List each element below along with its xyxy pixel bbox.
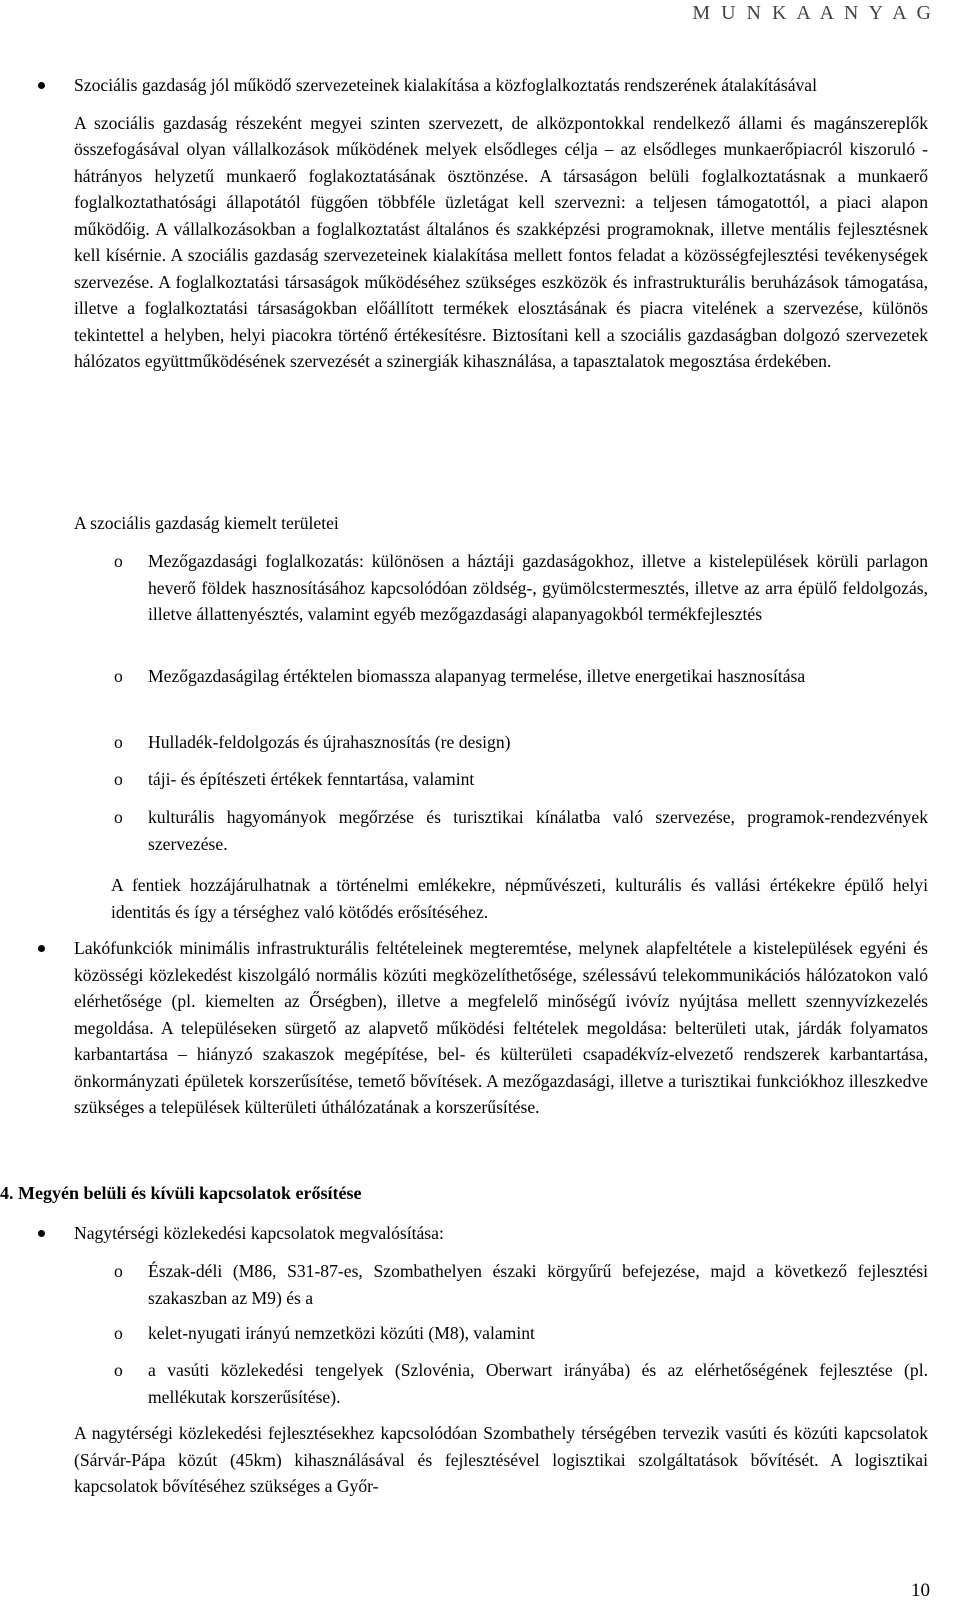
key-areas-closing: A fentiek hozzájárulhatnak a történelmi emlékekre, népművészeti, kulturális és vallási értékekre épülő helyi identitás és így a térséghez való kötődés erősítéséhez. xyxy=(111,875,928,922)
list-item xyxy=(114,663,928,690)
list-item xyxy=(114,1258,928,1311)
bullet-icon xyxy=(38,1230,45,1237)
list-item xyxy=(114,1357,928,1410)
circle-bullet-icon: o xyxy=(114,1261,123,1281)
section-paragraph: A nagytérségi közlekedési fejlesztésekhez kapcsolódóan Szombathely térségében tervezik vasúti és közúti kapcsolatok (Sárvár-Pápa közút (45km) kihasználásával és fejlesztésével logisztikai szolgáltatások bővítését. A logisztikai kapcsolatok bővítéséhez szükséges a Győr- xyxy=(74,1423,928,1496)
circle-bullet-icon: o xyxy=(114,1323,123,1343)
bullet-icon xyxy=(38,945,45,952)
circle-bullet-icon: o xyxy=(114,732,123,752)
key-areas-title: A szociális gazdaság kiemelt területei xyxy=(74,513,339,533)
bullet-title: Nagytérségi közlekedési kapcsolatok megvalósítása: xyxy=(74,1223,444,1243)
list-item xyxy=(114,729,928,756)
list-item-text: Mezőgazdaságilag értéktelen biomassza alapanyag termelése, illetve energetikai hasznosítása xyxy=(148,666,806,686)
list-item xyxy=(114,1320,928,1347)
list-item xyxy=(114,548,928,628)
bullet-icon xyxy=(38,82,45,89)
bullet-transport-links xyxy=(38,1220,928,1247)
bullet-paragraph: Lakófunkciók minimális infrastrukturális feltételeinek megteremtése, melynek alapfeltétele a kistelepülések egyéni és közösségi közlekedést kiszolgáló normális közúti megközelíthetősége, szélessávú telekommunikációs hálózatokon való elérhetősége (pl. kiemelten az Őrségben), illetve a megfelelő minőségű ivóvíz nyújtása mellett szennyvízkezelés megoldása. A településeken sürgető az alapvető működési feltételek megoldása: belterületi utak, járdák folyamatos karbantartása – hiányzó szakaszok megépítése, bel- és külterületi csapadékvíz-elvezető rendszerek karbantartása, önkormányzati épületek korszerűsítése, temető bővítések. A mezőgazdasági, illetve a turisztikai funkciókhoz illeszkedve szükséges a települések külterületi úthálózatának a korszerűsítése. xyxy=(74,938,928,1117)
page-number: 10 xyxy=(911,1580,930,1601)
circle-bullet-icon: o xyxy=(114,807,123,827)
list-item-text: kelet-nyugati irányú nemzetközi közúti (M8), valamint xyxy=(148,1323,535,1343)
list-item xyxy=(114,804,928,857)
section-heading: 4. Megyén belüli és kívüli kapcsolatok erősítése xyxy=(0,1183,362,1203)
circle-bullet-icon: o xyxy=(114,666,123,686)
list-item-text: Észak-déli (M86, S31-87-es, Szombathelyen északi körgyűrű befejezése, majd a következő fejlesztési szakaszban az M9) és a xyxy=(148,1261,928,1308)
circle-bullet-icon: o xyxy=(114,769,123,789)
bullet-paragraph: A szociális gazdaság részeként megyei szinten szervezett, de alközpontokkal rendelkező állami és magánszereplők összefogásával olyan vállalkozások működének melyek elsődleges célja – az elsődleges munkaerőpiacról kiszoruló - hátrányos helyzetű munkaerő foglakoztatásának ösztönzése. A társaságon belüli foglalkoztatásnak a munkaerő foglalkoztathatósági állapotától függően többféle üzletágat kell szervezni: a teljesen támogatottól, a piaci alapon működőig. A vállalkozásokban a foglalkoztatást általános és szakképzési programoknak, illetve mentális fejlesztésnek kell kísérnie. A szociális gazdaság szervezeteinek kialakítása mellett fontos feladat a közösségfejlesztési tevékenységek szervezése. A foglalkoztatási társaságok működéséhez szükséges eszközök és infrastrukturális beruházások támogatása, illetve a foglalkoztatási társaságokban előállított termékek elosztásának és piacra vitelének a szervezése, különös tekintettel a helyben, helyi piacokra történő értékesítésre. Biztosítani kell a szociális gazdaságban dolgozó szervezetek hálózatos együttműködésének szervezését a szinergiák kihasználása, a tapasztalatok megosztása érdekében. xyxy=(74,112,928,371)
list-item-text: kulturális hagyományok megőrzése és turisztikai kínálatba való szervezése, programok-rendezvények szervezése. xyxy=(148,807,928,854)
list-item xyxy=(114,766,928,793)
list-item-text: táji- és építészeti értékek fenntartása, valamint xyxy=(148,769,475,789)
bullet-title: Szociális gazdaság jól működő szervezeteinek kialakítása a közfoglalkoztatás rendszerének átalakításával xyxy=(74,75,818,95)
list-item-text: Mezőgazdasági foglalkozatás: különösen a háztáji gazdaságokhoz, illetve a kistelepülések körüli parlagon heverő földek hasznosításához kapcsolódóan zöldség-, gyümölcstermesztés, illetve az arra épülő feldolgozás, illetve állattenyésztés, valamint egyéb mezőgazdasági alapanyagokból termékfejlesztés xyxy=(148,551,928,624)
circle-bullet-icon: o xyxy=(114,1360,123,1380)
list-item-text: Hulladék-feldolgozás és újrahasznosítás (re design) xyxy=(148,732,511,752)
list-item-text: a vasúti közlekedési tengelyek (Szlovénia, Oberwart irányába) és az elérhetőségének fejlesztése (pl. mellékutak korszerűsítése). xyxy=(148,1360,928,1407)
bullet-social-economy xyxy=(38,72,928,375)
running-header: M U N K A A N Y A G xyxy=(692,2,934,24)
bullet-residential-infrastructure xyxy=(38,935,928,1121)
circle-bullet-icon: o xyxy=(114,551,123,571)
